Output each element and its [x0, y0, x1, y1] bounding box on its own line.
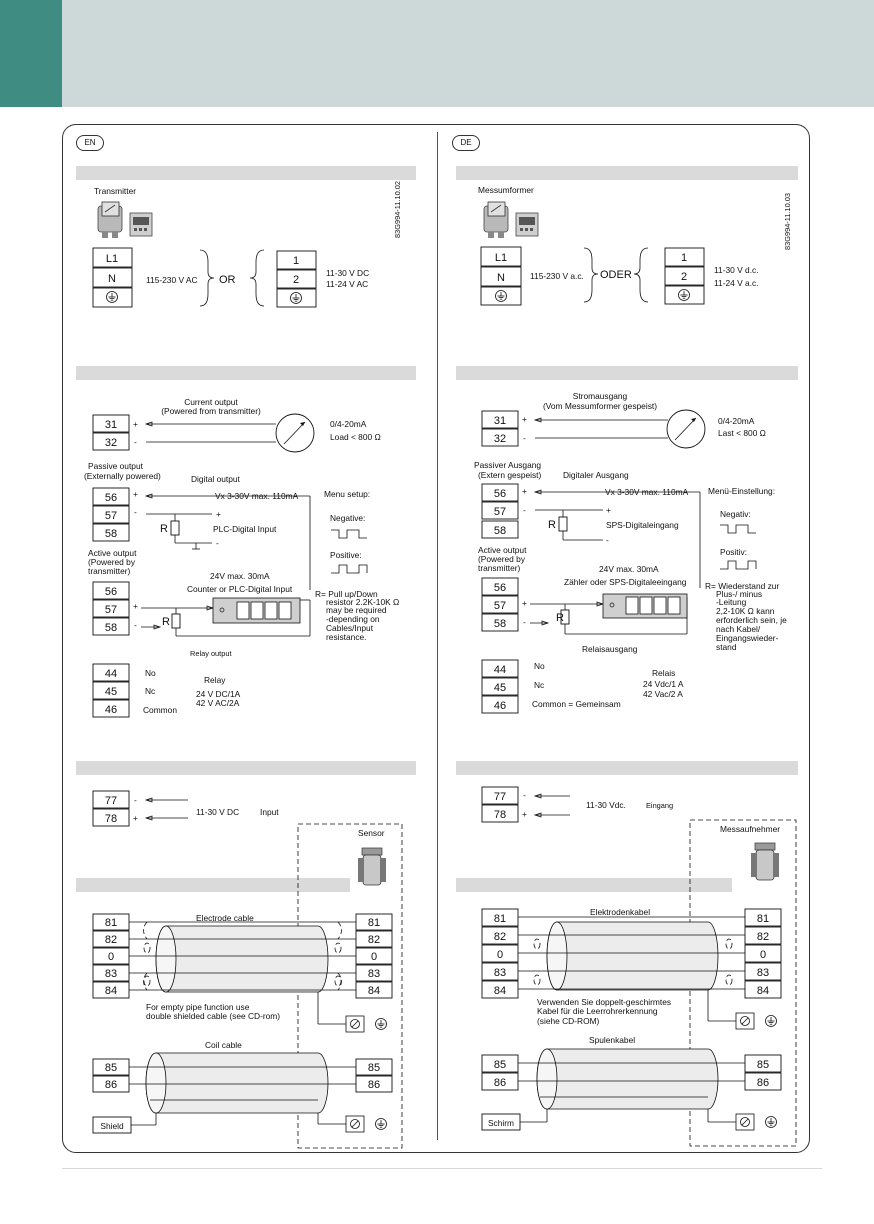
r-note-line: Cables/Input [326, 623, 374, 633]
relay-common: Common [143, 705, 177, 715]
earth-ground-icon [107, 292, 118, 303]
active-output-sub2: transmitter) [478, 563, 521, 573]
empty-pipe-note: double shielded cable (see CD-rom) [146, 1011, 281, 1021]
current-output-title: Current output [184, 397, 238, 407]
current-output-sub: (Powered from transmitter) [161, 406, 261, 416]
dc-voltage-1: 11-30 V DC [326, 268, 370, 278]
or-label: ODER [600, 269, 632, 281]
terminal-46-label: 46 [493, 700, 507, 712]
terminal-32-label: 32 [104, 437, 118, 449]
transmitter-icon [484, 202, 538, 238]
terminal-84-label: 84 [104, 985, 118, 997]
terminal-81-label: 81 [493, 913, 507, 925]
active-output-sub2: transmitter) [88, 566, 131, 576]
terminal-77-label: 77 [493, 791, 507, 803]
r-note-line: -Leitung [716, 597, 747, 607]
device-label: Transmitter [94, 186, 137, 196]
r-note-line: 2,2-10K Ω kann [716, 606, 775, 616]
terminal-81-label: 81 [104, 917, 118, 929]
plus-label: + [133, 601, 138, 611]
shield-label: Schirm [487, 1118, 515, 1128]
shield-label: Shield [100, 1121, 124, 1131]
terminal-44-label: 44 [493, 664, 507, 676]
electrode-cable-label: Elektrodenkabel [590, 907, 651, 917]
outputs-section-de [474, 391, 787, 713]
ac-voltage: 115-230 V AC [146, 275, 198, 285]
positive-label: Positive: [330, 550, 362, 560]
coil-cable-label: Coil cable [205, 1040, 242, 1050]
negative-label: Negative: [330, 513, 366, 523]
relay-rating-1: 24 Vdc/1 A [643, 679, 684, 689]
doc-number: 83G994-11.10.03 [783, 193, 792, 250]
vx-supply: Vx 3-30V max. 110mA [605, 487, 689, 497]
menu-setup: Menu setup: [324, 489, 371, 499]
plus-label: + [522, 809, 527, 819]
plus-label: + [606, 505, 611, 515]
terminal-57-label: 57 [493, 506, 507, 518]
r-note-line: stand [716, 642, 737, 652]
device-label: Messumformer [478, 185, 534, 195]
dc-voltage-2: 11-24 V AC [326, 279, 369, 289]
empty-pipe-note: For empty pipe function use [146, 1002, 250, 1012]
terminal-85-label: 85 [367, 1062, 381, 1074]
active-output-title: Active output [88, 548, 137, 558]
minus-label: - [523, 790, 526, 800]
terminal-85-label: 85 [493, 1059, 507, 1071]
terminal-n-label: N [108, 273, 116, 285]
r-note-line: Eingangswieder- [716, 633, 779, 643]
resistor-label: R [548, 519, 556, 531]
terminal-82-label: 82 [756, 931, 770, 943]
terminal-85-label: 85 [104, 1062, 118, 1074]
digital-output-title: Digitaler Ausgang [563, 470, 629, 480]
earth-ground-icon [766, 1016, 777, 1027]
terminal-31-label: 31 [493, 415, 507, 427]
terminal-84-label: 84 [367, 985, 381, 997]
passive-output-title: Passive output [88, 461, 143, 471]
terminal-45-label: 45 [493, 682, 507, 694]
plus-label: + [133, 419, 138, 429]
terminal-86-label: 86 [367, 1079, 381, 1091]
r-note-line: resistor 2.2K-10K Ω [326, 597, 400, 607]
relay-title: Relay [204, 675, 226, 685]
sensor-section-en [93, 824, 402, 1148]
terminal-82-label: 82 [493, 931, 507, 943]
earth-ground-icon [376, 1119, 387, 1130]
input-section-de [482, 787, 673, 822]
vx-supply: Vx 3-30V max. 110mA [215, 491, 299, 501]
current-load: Last < 800 Ω [718, 428, 766, 438]
menu-setup: Menü-Einstellung: [708, 486, 776, 496]
terminal-83-label: 83 [493, 967, 507, 979]
relay-no: No [534, 661, 545, 671]
relay-nc: Nc [145, 686, 156, 696]
r-note-line: -depending on [326, 614, 380, 624]
terminal-83-label: 83 [367, 968, 381, 980]
relay-rating-1: 24 V DC/1A [196, 689, 241, 699]
minus-label: - [134, 507, 137, 517]
terminal-0-label: 0 [496, 949, 504, 961]
digital-output-title: Digital output [191, 474, 240, 484]
terminal-82-label: 82 [104, 934, 118, 946]
resistor [172, 614, 180, 628]
chassis-ground-icon [346, 1116, 364, 1132]
active-output-sub1: (Powered by [88, 557, 136, 567]
terminal-81-label: 81 [367, 917, 381, 929]
negative-pulse [331, 530, 367, 538]
en-column [84, 181, 402, 1148]
current-load: Load < 800 Ω [330, 432, 381, 442]
terminal-86-label: 86 [756, 1077, 770, 1089]
r-note-line: erforderlich sein, je [716, 615, 787, 625]
transmitter-icon [98, 202, 152, 238]
terminal-58b-label: 58 [493, 618, 507, 630]
terminal-1-label: 1 [292, 255, 300, 267]
dc-voltage-2: 11-24 V a.c. [714, 278, 759, 288]
sensor-section-de [482, 820, 796, 1146]
terminal-84-label: 84 [493, 985, 507, 997]
shielded-cable-icon [518, 917, 745, 990]
input-voltage: 11-30 Vdc. [586, 800, 626, 810]
minus-label: - [134, 437, 137, 447]
active-output-sub1: (Powered by [478, 554, 526, 564]
plus-label: + [522, 414, 527, 424]
outputs-section-en [84, 397, 399, 717]
terminal-n-label: N [497, 272, 505, 284]
terminal-85-label: 85 [756, 1059, 770, 1071]
terminal-0-label: 0 [107, 951, 115, 963]
language-badge-de: DE [452, 135, 480, 151]
active-supply: 24V max. 30mA [210, 571, 270, 581]
terminal-78-label: 78 [104, 813, 118, 825]
terminal-l1-label: L1 [105, 253, 119, 265]
earth-ground-icon [291, 293, 302, 304]
negative-label: Negativ: [720, 509, 751, 519]
plus-label: + [133, 489, 138, 499]
current-output-title: Stromausgang [572, 391, 628, 401]
earth-ground-icon [496, 291, 507, 302]
passive-output-title: Passiver Ausgang [474, 460, 542, 470]
minus-label: - [606, 535, 609, 545]
minus-label: - [523, 505, 526, 515]
relay-rating-2: 42 V AC/2A [196, 698, 240, 708]
sensor-icon [358, 848, 386, 885]
r-note-line: R= Wiederstand zur [705, 581, 780, 591]
relay-no: No [145, 668, 156, 678]
terminal-86-label: 86 [104, 1079, 118, 1091]
earth-ground-icon [766, 1117, 777, 1128]
chassis-ground-icon [736, 1114, 754, 1130]
minus-label: - [523, 433, 526, 443]
doc-number: 83G994-11.10.02 [393, 181, 402, 238]
terminal-56b-label: 56 [104, 586, 118, 598]
active-output-title: Active output [478, 545, 527, 555]
r-note-line: nach Kabel/ [716, 624, 761, 634]
shielded-cable-icon [129, 1053, 356, 1113]
terminal-86-label: 86 [493, 1077, 507, 1089]
terminal-2-label: 2 [292, 274, 300, 286]
r-note-line: may be required [326, 605, 387, 615]
plus-label: + [522, 598, 527, 608]
input-section-en [93, 791, 279, 826]
sensor-title: Sensor [358, 828, 385, 838]
display-counter-icon [603, 594, 687, 618]
terminal-56-label: 56 [493, 488, 507, 500]
input-label: Eingang [646, 801, 674, 810]
terminal-83-label: 83 [104, 968, 118, 980]
de-column [474, 185, 796, 1146]
terminal-83-label: 83 [756, 967, 770, 979]
current-range: 0/4-20mA [718, 416, 755, 426]
electrode-terminals-right [356, 914, 392, 998]
terminal-56-label: 56 [104, 492, 118, 504]
resistor-label: R [556, 612, 564, 624]
relay-title: Relais [652, 668, 676, 678]
minus-label: - [523, 617, 526, 627]
plus-label: + [216, 509, 221, 519]
terminal-81-label: 81 [756, 913, 770, 925]
relay-output-title: Relaisausgang [582, 644, 638, 654]
plc-input-label: SPS-Digitaleingang [606, 520, 679, 530]
ac-voltage: 115-230 V a.c. [530, 271, 584, 281]
empty-pipe-note: Verwenden Sie doppelt-geschirmtes [537, 997, 672, 1007]
positive-pulse [331, 565, 367, 573]
chassis-ground-icon [346, 1016, 364, 1032]
terminal-0-label: 0 [759, 949, 767, 961]
positive-label: Positiv: [720, 547, 747, 557]
power-section-de [478, 185, 792, 305]
terminal-45-label: 45 [104, 686, 118, 698]
plc-input-label: PLC-Digital Input [213, 524, 277, 534]
terminal-1-label: 1 [680, 252, 688, 264]
relay-output-title: Relay output [190, 649, 232, 658]
relay-nc: Nc [534, 680, 545, 690]
or-label: OR [219, 274, 236, 286]
input-voltage: 11-30 V DC [196, 807, 240, 817]
terminal-32-label: 32 [493, 433, 507, 445]
relay-common: Common = Gemeinsam [532, 699, 621, 709]
terminal-0-label: 0 [370, 951, 378, 963]
earth-ground-icon [679, 290, 690, 301]
counter-label: Counter or PLC-Digital Input [187, 584, 293, 594]
terminal-l1-label: L1 [494, 252, 508, 264]
terminal-57b-label: 57 [104, 604, 118, 616]
r-note-line: R= Pull up/Down [315, 589, 378, 599]
resistor-label: R [160, 523, 168, 535]
minus-label: - [216, 538, 219, 548]
resistor [171, 521, 179, 535]
terminal-56b-label: 56 [493, 582, 507, 594]
active-supply: 24V max. 30mA [599, 564, 659, 574]
input-label: Input [260, 807, 279, 817]
terminal-78-label: 78 [493, 809, 507, 821]
power-section-en [93, 181, 402, 307]
r-note-line: Plus-/ minus [716, 589, 763, 599]
empty-pipe-note: Kabel für die Leerrohrerkennung [537, 1006, 658, 1016]
shielded-cable-icon [518, 1049, 745, 1109]
passive-output-sub: (Externally powered) [84, 471, 161, 481]
terminal-58-label: 58 [104, 528, 118, 540]
terminal-44-label: 44 [104, 668, 118, 680]
electrode-cable-label: Electrode cable [196, 913, 254, 923]
sensor-icon [751, 843, 779, 880]
coil-cable-label: Spulenkabel [589, 1035, 636, 1045]
chassis-ground-icon [736, 1013, 754, 1029]
empty-pipe-note: (siehe CD-ROM) [537, 1016, 600, 1026]
sensor-title: Messaufnehmer [720, 824, 781, 834]
language-badge-en: EN [76, 135, 104, 151]
plus-label: + [522, 486, 527, 496]
current-range: 0/4-20mA [330, 419, 367, 429]
display-counter-icon [213, 598, 300, 623]
plus-label: + [133, 813, 138, 823]
resistor-label: R [162, 616, 170, 628]
terminal-31-label: 31 [104, 419, 118, 431]
shielded-cable-icon [129, 922, 356, 992]
terminal-46-label: 46 [104, 704, 118, 716]
brace-left [200, 250, 214, 306]
terminal-77-label: 77 [104, 795, 118, 807]
terminal-57-label: 57 [104, 510, 118, 522]
terminal-84-label: 84 [756, 985, 770, 997]
passive-output-sub: (Extern gespeist) [478, 470, 542, 480]
earth-ground-icon [376, 1019, 387, 1030]
brace-right [250, 250, 264, 306]
electrode-terminals-left [93, 914, 129, 998]
relay-rating-2: 42 Vac/2 A [643, 689, 683, 699]
counter-label: Zähler oder SPS-Digitaleeingang [564, 577, 687, 587]
minus-label: - [134, 620, 137, 630]
terminal-58b-label: 58 [104, 622, 118, 634]
terminal-82-label: 82 [367, 934, 381, 946]
minus-label: - [134, 795, 137, 805]
terminal-2-label: 2 [680, 271, 688, 283]
terminal-57b-label: 57 [493, 600, 507, 612]
dc-voltage-1: 11-30 V d.c. [714, 265, 759, 275]
terminal-58-label: 58 [493, 525, 507, 537]
current-output-sub: (Vom Messumformer gespeist) [542, 401, 658, 411]
r-note-line: resistance. [326, 632, 367, 642]
